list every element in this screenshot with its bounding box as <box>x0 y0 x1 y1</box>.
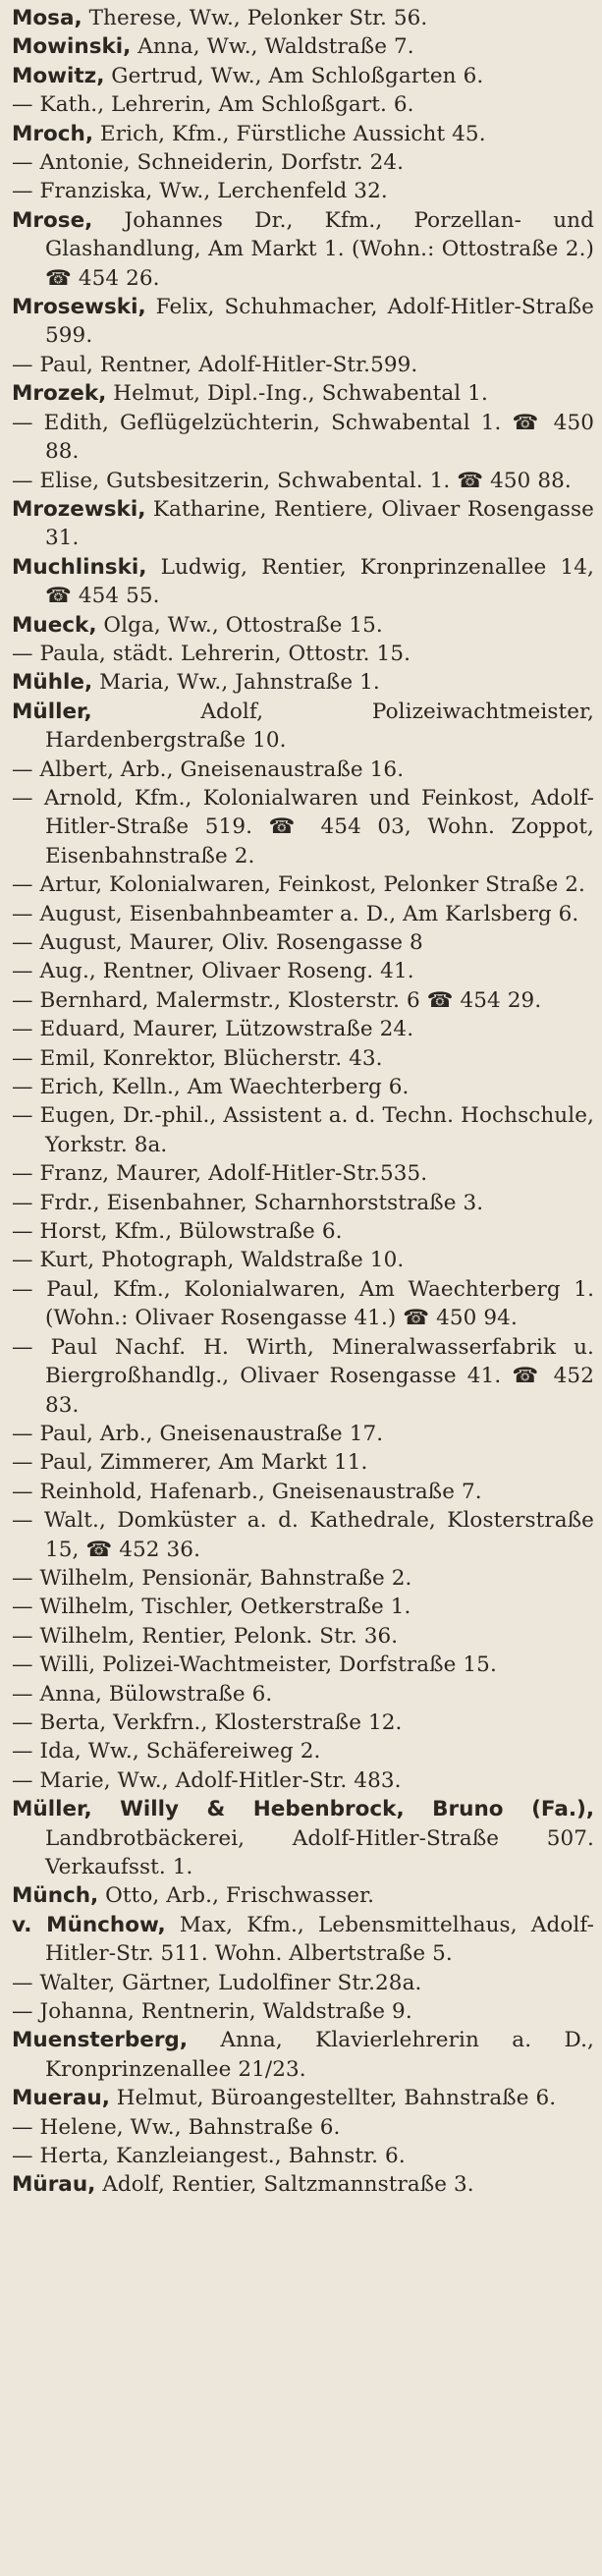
entry-details: Felix, Schuhmacher, Adolf-Hitler-Straße 599. <box>45 295 594 349</box>
entry-details: — Paul, Arb., Gneisenaustraße 17. <box>12 1421 384 1446</box>
directory-entry <box>12 2142 594 2170</box>
entry-surname: Mowitz, <box>12 63 105 88</box>
entry-details: — Paul, Rentner, Adolf-Hitler-Str.599. <box>12 352 418 377</box>
directory-entry <box>12 1997 594 2026</box>
directory-entry <box>12 553 594 611</box>
entry-details: — August, Eisenbahnbeamter a. D., Am Karlsberg 6. <box>12 901 579 926</box>
directory-entry <box>12 1159 594 1188</box>
directory-entry <box>12 379 594 408</box>
directory-entry <box>12 611 594 640</box>
entry-surname: Müller, Willy & Hebenbrock, Bruno (Fa.), <box>12 1797 594 1822</box>
entry-details: — Helene, Ww., Bahnstraße 6. <box>12 2114 341 2140</box>
directory-entry <box>12 668 594 697</box>
entry-details: Helmut, Büroangestellter, Bahnstraße 6. <box>109 2086 557 2111</box>
directory-entry <box>12 986 594 1015</box>
entry-details: — Walter, Gärtner, Ludolfiner Str.28a. <box>12 1970 422 1995</box>
entry-details: — Albert, Arb., Gneisenaustraße 16. <box>12 756 405 782</box>
entry-details: Max, Kfm., Lebensmittelhaus, Adolf-Hitler-Str. 511. Wohn. Albertstraße 5. <box>45 1912 594 1967</box>
entry-details: Maria, Ww., Jahnstraße 1. <box>92 670 380 696</box>
directory-entry <box>12 206 594 293</box>
directory-entry <box>12 1420 594 1448</box>
directory-entry <box>12 1708 594 1737</box>
entry-surname: Mrose, <box>12 207 93 233</box>
directory-entry <box>12 1795 594 1881</box>
entry-details: — Erich, Kelln., Am Waechterberg 6. <box>12 1075 410 1100</box>
directory-entry <box>12 900 594 928</box>
entry-details: — Franziska, Ww., Lerchenfeld 32. <box>12 179 388 204</box>
entry-details: — Emil, Konrektor, Blücherstr. 43. <box>12 1045 383 1071</box>
directory-entry <box>12 467 594 495</box>
directory-entry <box>12 1564 594 1593</box>
directory-entry <box>12 870 594 899</box>
directory-entry <box>12 1766 594 1795</box>
entry-details: — Eduard, Maurer, Lützowstraße 24. <box>12 1017 414 1042</box>
entry-details: Erich, Kfm., Fürstliche Aussicht 45. <box>93 121 486 146</box>
entry-details: Helmut, Dipl.-Ing., Schwabental 1. <box>106 381 488 407</box>
entry-details: — Edith, Geflügelzüchterin, Schwabental 1. ☎ 450 88. <box>12 410 594 465</box>
directory-entry <box>12 4 594 32</box>
directory-entry <box>12 1275 594 1333</box>
directory-entry <box>12 293 594 351</box>
directory-entry <box>12 640 594 668</box>
directory-entry <box>12 698 594 756</box>
entry-surname: Mueck, <box>12 612 97 638</box>
directory-entry <box>12 2113 594 2142</box>
entry-details: Katharine, Rentiere, Olivaer Rosengasse 31. <box>45 496 594 551</box>
directory-entry <box>12 62 594 90</box>
directory-entries <box>12 4 594 2200</box>
entry-details: — Paul, Kfm., Kolonialwaren, Am Waechterberg 1. (Wohn.: Olivaer Rosengasse 41.) ☎ 450 94. <box>12 1276 594 1331</box>
entry-details: — Ida, Ww., Schäfereiweg 2. <box>12 1739 321 1764</box>
directory-entry <box>12 1246 594 1274</box>
directory-entry <box>12 1651 594 1679</box>
entry-surname: Muerau, <box>12 2086 110 2111</box>
directory-entry <box>12 1044 594 1073</box>
entry-details: — Herta, Kanzleiangest., Bahnstr. 6. <box>12 2144 406 2169</box>
directory-entry <box>12 351 594 379</box>
entry-surname: Mürau, <box>12 2172 96 2198</box>
directory-entry <box>12 1622 594 1651</box>
entry-details: Therese, Ww., Pelonker Str. 56. <box>82 6 428 30</box>
entry-surname: Mroch, <box>12 121 93 146</box>
directory-entry <box>12 1506 594 1564</box>
directory-entry <box>12 1969 594 1997</box>
entry-details: — Berta, Verkfrn., Klosterstraße 12. <box>12 1709 403 1735</box>
entry-surname: Mrosewski, <box>12 295 146 320</box>
entry-details: — Franz, Maurer, Adolf-Hitler-Str.535. <box>12 1161 428 1187</box>
entry-details: Ludwig, Rentier, Kronprinzenallee 14, ☎ 454 55. <box>45 554 594 609</box>
entry-surname: Muensterberg, <box>12 2028 188 2053</box>
entry-details: Johannes Dr., Kfm., Porzellan- und Glashandlung, Am Markt 1. (Wohn.: Ottostraße 2.) ☎ 454 26. <box>45 207 594 291</box>
entry-details: Gertrud, Ww., Am Schloßgarten 6. <box>104 63 484 88</box>
directory-entry <box>12 2170 594 2199</box>
directory-entry <box>12 1593 594 1621</box>
entry-details: — Reinhold, Hafenarb., Gneisenaustraße 7. <box>12 1479 482 1504</box>
directory-entry <box>12 495 594 553</box>
entry-details: — Wilhelm, Pensionär, Bahnstraße 2. <box>12 1565 412 1591</box>
entry-details: Adolf, Polizeiwachtmeister, Hardenbergstraße 10. <box>45 699 594 754</box>
entry-details: Olga, Ww., Ottostraße 15. <box>96 612 383 638</box>
directory-entry <box>12 1015 594 1043</box>
entry-details: — August, Maurer, Oliv. Rosengasse 8 <box>12 930 423 955</box>
directory-entry <box>12 32 594 61</box>
entry-details: — Paul Nachf. H. Wirth, Mineralwasserfabrik u. Biergroßhandlg., Olivaer Rosengasse 41. ☎ 452 83. <box>12 1334 594 1418</box>
directory-entry <box>12 1478 594 1506</box>
entry-details: — Elise, Gutsbesitzerin, Schwabental. 1. ☎ 450 88. <box>12 468 572 493</box>
entry-surname: Mosa, <box>12 6 82 30</box>
entry-details: — Wilhelm, Tischler, Oetkerstraße 1. <box>12 1595 411 1620</box>
entry-surname: Muchlinski, <box>12 554 147 580</box>
directory-entry <box>12 1911 594 1969</box>
entry-details: Otto, Arb., Frischwasser. <box>98 1883 375 1909</box>
entry-surname: Mrozek, <box>12 381 107 407</box>
directory-entry <box>12 90 594 119</box>
directory-entry <box>12 1101 594 1159</box>
entry-surname: v. Münchow, <box>12 1912 166 1937</box>
directory-entry <box>12 120 594 148</box>
directory-entry <box>12 1680 594 1708</box>
entry-surname: Mühle, <box>12 670 93 696</box>
directory-entry <box>12 928 594 957</box>
directory-entry <box>12 1737 594 1765</box>
entry-details: Landbrotbäckerei, Adolf-Hitler-Straße 507. Verkaufsst. 1. <box>45 1825 594 1879</box>
directory-entry <box>12 957 594 985</box>
entry-details: — Wilhelm, Rentier, Pelonk. Str. 36. <box>12 1623 399 1649</box>
directory-entry <box>12 1073 594 1101</box>
directory-entry <box>12 784 594 870</box>
entry-details: — Johanna, Rentnerin, Waldstraße 9. <box>12 1999 412 2025</box>
entry-details: — Arnold, Kfm., Kolonialwaren und Feinkost, Adolf-Hitler-Straße 519. ☎ 454 03, Wohn. Zoppot, Eisenbahnstraße 2. <box>12 785 594 868</box>
directory-entry <box>12 2026 594 2084</box>
entry-details: Anna, Klavierlehrerin a. D., Kronprinzenallee 21/23. <box>45 2028 594 2082</box>
entry-details: — Willi, Polizei-Wachtmeister, Dorfstraße 15. <box>12 1652 497 1678</box>
entry-details: — Kath., Lehrerin, Am Schloßgart. 6. <box>12 92 414 118</box>
directory-entry <box>12 1881 594 1910</box>
entry-surname: Müller, <box>12 699 92 724</box>
directory-entry <box>12 1217 594 1246</box>
directory-entry <box>12 1448 594 1477</box>
directory-entry <box>12 177 594 205</box>
directory-entry <box>12 409 594 467</box>
entry-details: — Anna, Bülowstraße 6. <box>12 1681 273 1707</box>
directory-entry <box>12 2084 594 2112</box>
directory-entry <box>12 148 594 177</box>
entry-details: Anna, Ww., Waldstraße 7. <box>131 34 414 60</box>
entry-details: — Antonie, Schneiderin, Dorfstr. 24. <box>12 150 405 176</box>
directory-entry <box>12 1333 594 1420</box>
entry-details: — Kurt, Photograph, Waldstraße 10. <box>12 1248 405 1273</box>
entry-surname: Münch, <box>12 1883 99 1909</box>
entry-details: — Walt., Domküster a. d. Kathedrale, Klosterstraße 15, ☎ 452 36. <box>12 1508 594 1562</box>
directory-entry <box>12 756 594 784</box>
entry-surname: Mowinski, <box>12 34 132 60</box>
entry-details: Adolf, Rentier, Saltzmannstraße 3. <box>95 2172 474 2198</box>
directory-entry <box>12 1189 594 1217</box>
entry-details: — Marie, Ww., Adolf-Hitler-Str. 483. <box>12 1767 402 1793</box>
entry-surname: Mrozewski, <box>12 496 146 522</box>
entry-details: — Bernhard, Malermstr., Klosterstr. 6 ☎ 454 29. <box>12 987 542 1013</box>
entry-details: — Artur, Kolonialwaren, Feinkost, Pelonker Straße 2. <box>12 872 585 898</box>
entry-details: — Horst, Kfm., Bülowstraße 6. <box>12 1219 343 1245</box>
entry-details: — Aug., Rentner, Olivaer Roseng. 41. <box>12 959 414 984</box>
entry-details: — Paula, städt. Lehrerin, Ottostr. 15. <box>12 641 411 666</box>
entry-details: — Paul, Zimmerer, Am Markt 11. <box>12 1450 368 1476</box>
entry-details: — Eugen, Dr.-phil., Assistent a. d. Techn. Hochschule, Yorkstr. 8a. <box>12 1103 594 1157</box>
entry-details: — Frdr., Eisenbahner, Scharnhorststraße 3. <box>12 1190 484 1215</box>
